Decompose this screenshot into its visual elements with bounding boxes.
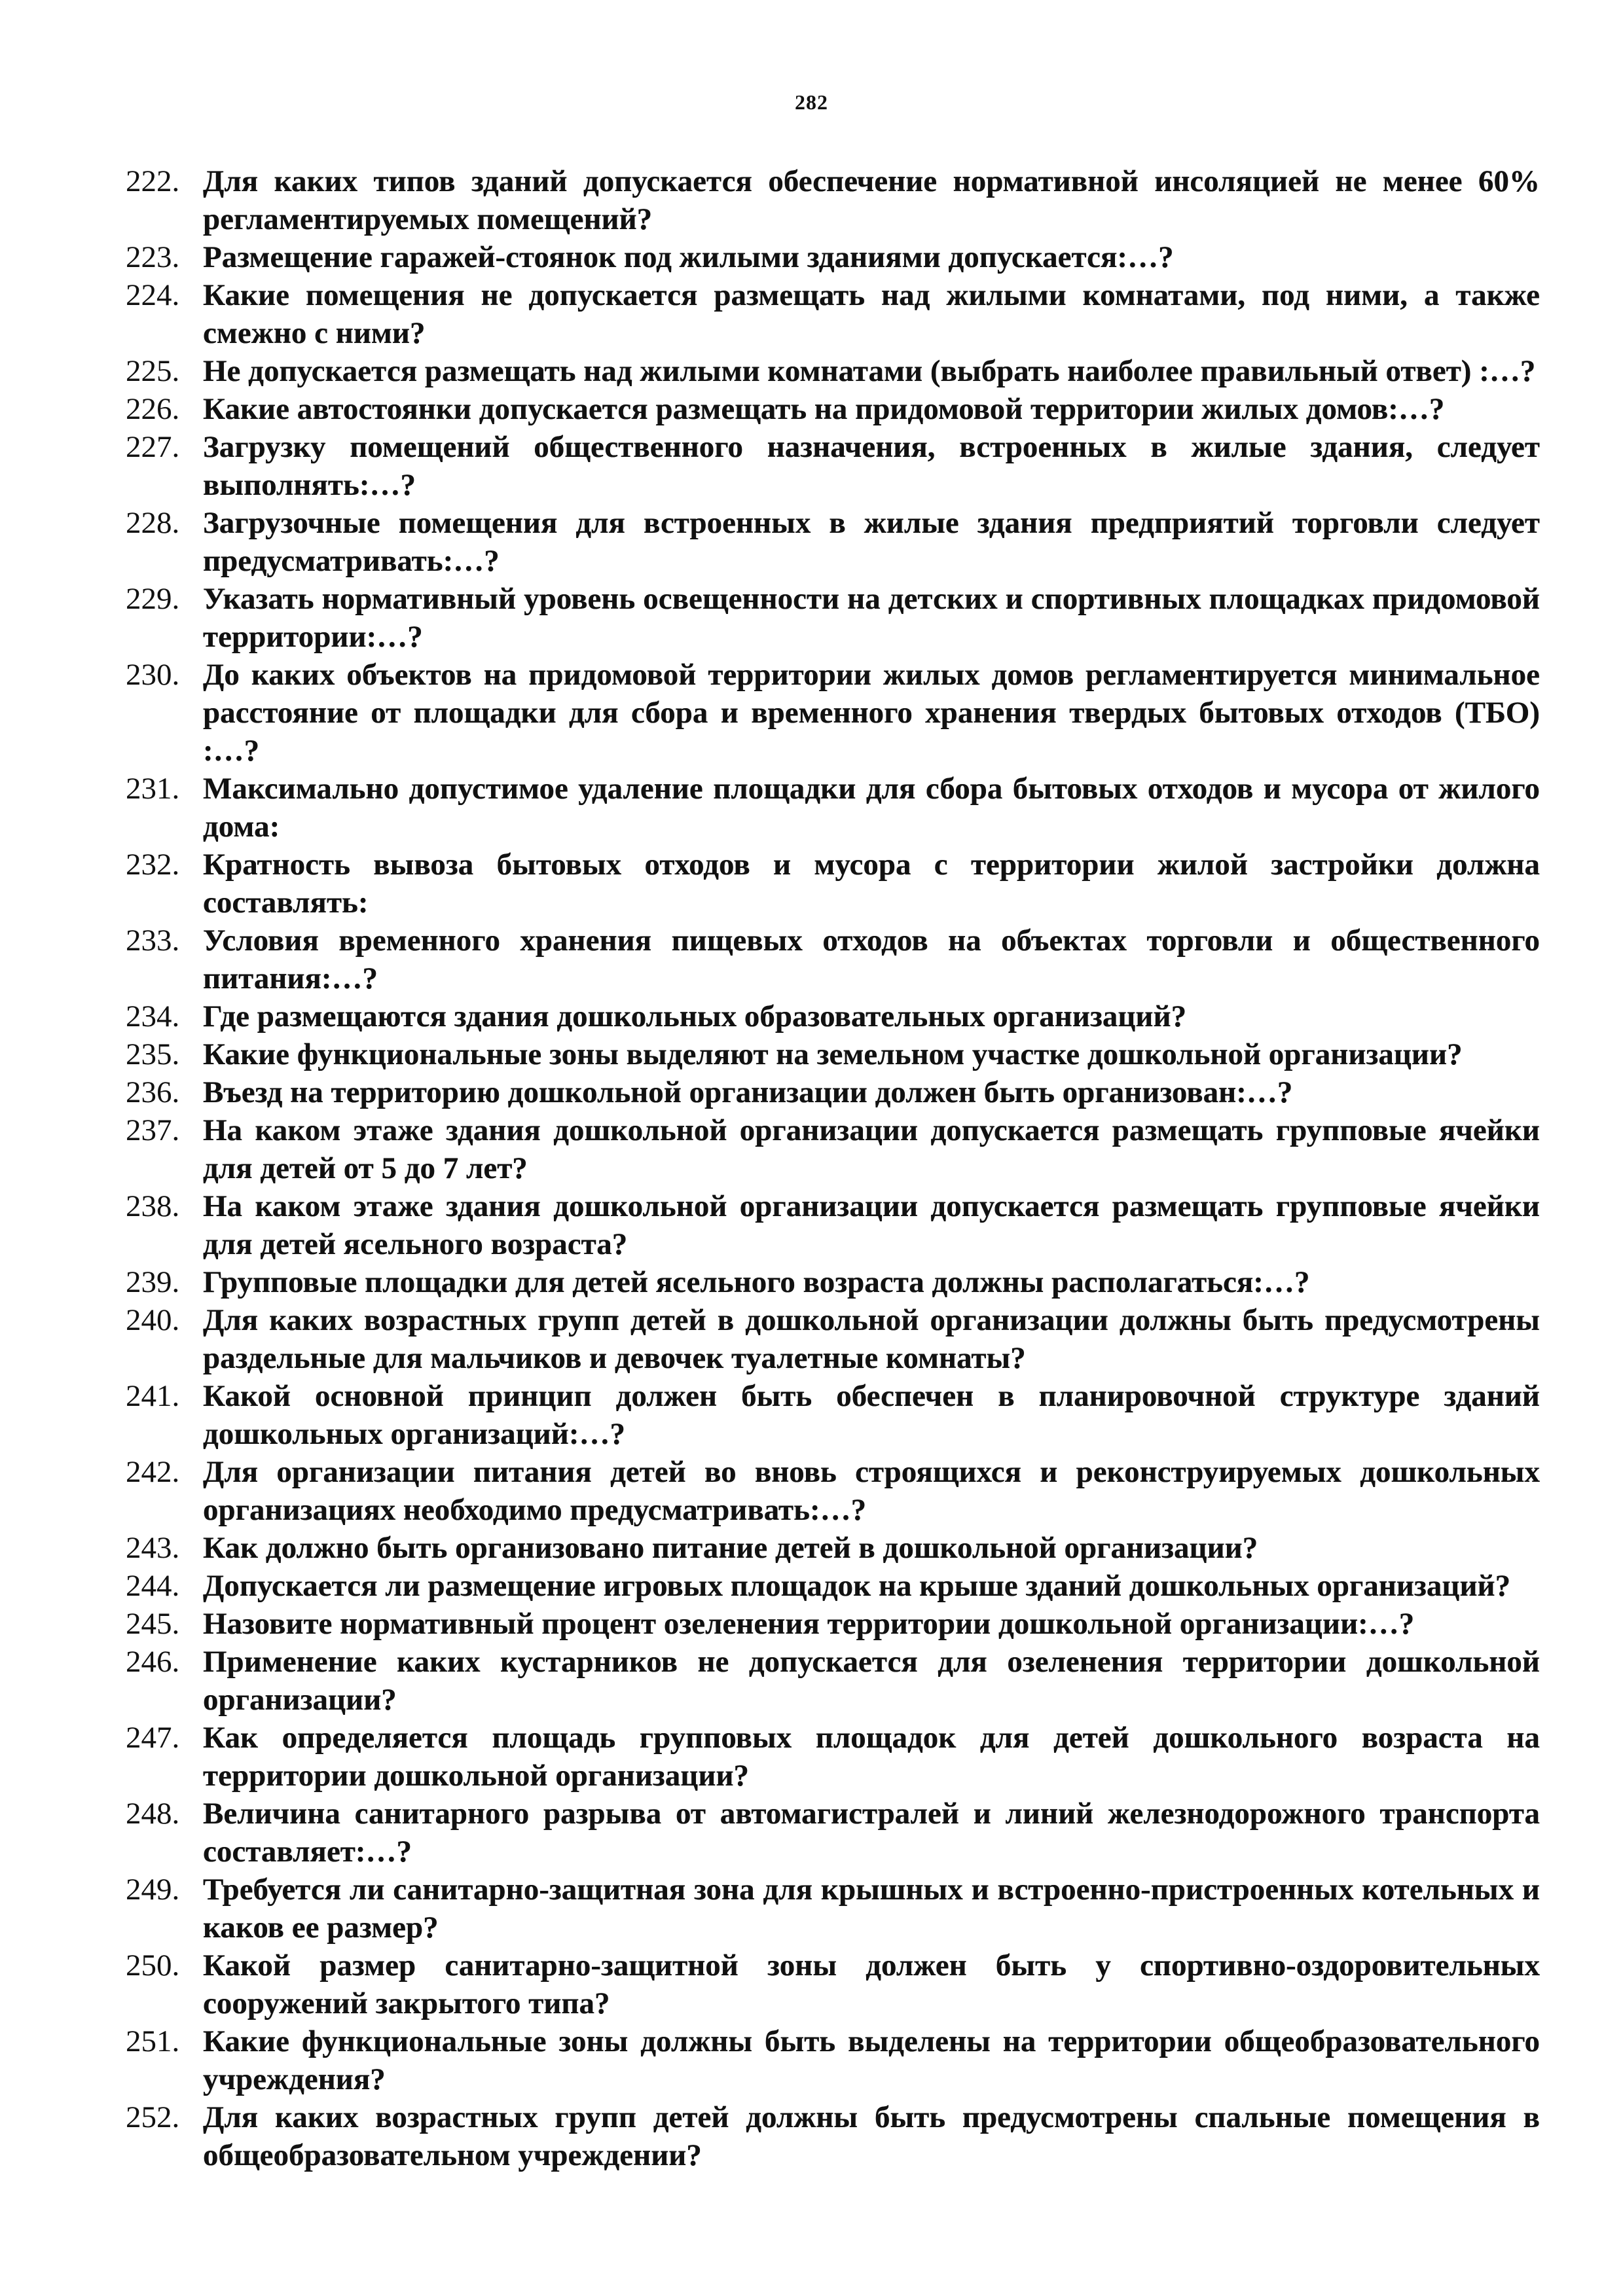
question-number: 229. — [126, 582, 180, 616]
question-text: Для организации питания детей во вновь строящихся и реконструируемых дошкольных организациях необходимо предусматривать:…? — [203, 1455, 1540, 1527]
question-text: Какие функциональные зоны выделяют на земельном участке дошкольной организации? — [203, 1037, 1463, 1071]
question-number: 237. — [126, 1113, 180, 1147]
question-text: Для каких типов зданий допускается обеспечение нормативной инсоляцией не менее 60% регламентируемых помещений? — [203, 164, 1540, 236]
question-text: Групповые площадки для детей ясельного возраста должны располагаться:…? — [203, 1265, 1310, 1299]
question-number: 228. — [126, 506, 180, 540]
question-item — [126, 1377, 1540, 1453]
question-item — [126, 1073, 1540, 1111]
question-item — [126, 1795, 1540, 1871]
question-number: 238. — [126, 1189, 180, 1223]
question-text: Для каких возрастных групп детей должны быть предусмотрены спальные помещения в общеобразовательном учреждении? — [203, 2100, 1540, 2172]
question-text: Не допускается размещать над жилыми комнатами (выбрать наиболее правильный ответ) :…? — [203, 354, 1536, 388]
question-item — [126, 504, 1540, 580]
question-text: Кратность вывоза бытовых отходов и мусора с территории жилой застройки должна составлять: — [203, 848, 1540, 920]
question-number: 243. — [126, 1531, 180, 1565]
question-text: Для каких возрастных групп детей в дошкольной организации должны быть предусмотрены раздельные для мальчиков и девочек туалетные комнаты? — [203, 1303, 1540, 1375]
question-text: Величина санитарного разрыва от автомагистралей и линий железнодорожного транспорта составляет:…? — [203, 1797, 1540, 1869]
question-item — [126, 352, 1540, 390]
question-number: 234. — [126, 999, 180, 1033]
question-number: 241. — [126, 1379, 180, 1413]
question-text: Какие автостоянки допускается размещать на придомовой территории жилых домов:…? — [203, 392, 1445, 426]
question-text: Условия временного хранения пищевых отходов на объектах торговли и общественного питания:…? — [203, 924, 1540, 996]
question-text: На каком этаже здания дошкольной организации допускается размещать групповые ячейки для детей от 5 до 7 лет? — [203, 1113, 1540, 1185]
question-item — [126, 162, 1540, 238]
question-number: 246. — [126, 1645, 180, 1679]
question-number: 227. — [126, 430, 180, 464]
question-number: 240. — [126, 1303, 180, 1337]
question-number: 250. — [126, 1948, 180, 1982]
question-text: Как должно быть организовано питание детей в дошкольной организации? — [203, 1531, 1258, 1565]
question-item — [126, 1263, 1540, 1301]
question-item — [126, 580, 1540, 656]
question-item — [126, 656, 1540, 770]
question-number: 251. — [126, 2024, 180, 2058]
question-text: На каком этаже здания дошкольной организации допускается размещать групповые ячейки для детей ясельного возраста? — [203, 1189, 1540, 1261]
question-text: Где размещаются здания дошкольных образовательных организаций? — [203, 999, 1187, 1033]
question-text: Въезд на территорию дошкольной организации должен быть организован:…? — [203, 1075, 1293, 1109]
question-number: 230. — [126, 658, 180, 692]
question-item — [126, 1187, 1540, 1263]
question-number: 247. — [126, 1721, 180, 1755]
question-item — [126, 428, 1540, 504]
question-item — [126, 276, 1540, 352]
question-number: 232. — [126, 848, 180, 882]
question-item — [126, 1719, 1540, 1795]
question-item — [126, 1111, 1540, 1187]
question-item — [126, 2098, 1540, 2174]
question-text: Какие функциональные зоны должны быть выделены на территории общеобразовательного учреждения? — [203, 2024, 1540, 2096]
question-list — [126, 162, 1540, 2174]
question-text: До каких объектов на придомовой территории жилых домов регламентируется минимальное расстояние от площадки для сбора и временного хранения твердых бытовых отходов (ТБО) :…? — [203, 658, 1540, 768]
question-number: 226. — [126, 392, 180, 426]
question-number: 235. — [126, 1037, 180, 1071]
question-text: Допускается ли размещение игровых площадок на крыше зданий дошкольных организаций? — [203, 1569, 1511, 1603]
question-item — [126, 1529, 1540, 1567]
question-item — [126, 846, 1540, 922]
question-item — [126, 390, 1540, 428]
page-number: 282 — [795, 90, 828, 114]
question-number: 252. — [126, 2100, 180, 2134]
question-item — [126, 922, 1540, 997]
question-number: 223. — [126, 240, 180, 274]
question-number: 239. — [126, 1265, 180, 1299]
question-number: 248. — [126, 1797, 180, 1831]
question-item — [126, 1301, 1540, 1377]
question-number: 233. — [126, 924, 180, 958]
question-number: 236. — [126, 1075, 180, 1109]
question-number: 231. — [126, 772, 180, 806]
question-text: Максимально допустимое удаление площадки для сбора бытовых отходов и мусора от жилого дома: — [203, 772, 1540, 844]
question-item — [126, 1946, 1540, 2022]
question-item — [126, 1605, 1540, 1643]
question-text: Какой основной принцип должен быть обеспечен в планировочной структуре зданий дошкольных организаций:…? — [203, 1379, 1540, 1451]
question-number: 225. — [126, 354, 180, 388]
question-text: Указать нормативный уровень освещенности на детских и спортивных площадках придомовой территории:…? — [203, 582, 1540, 654]
question-text: Какие помещения не допускается размещать над жилыми комнатами, под ними, а также смежно с ними? — [203, 278, 1540, 350]
question-number: 249. — [126, 1873, 180, 1907]
question-number: 245. — [126, 1607, 180, 1641]
question-text: Размещение гаражей-стоянок под жилыми зданиями допускается:…? — [203, 240, 1174, 274]
question-item — [126, 770, 1540, 846]
question-item — [126, 1567, 1540, 1605]
question-item — [126, 1643, 1540, 1719]
question-text: Загрузку помещений общественного назначения, встроенных в жилые здания, следует выполнять:…? — [203, 430, 1540, 502]
question-item — [126, 1035, 1540, 1073]
question-text: Загрузочные помещения для встроенных в жилые здания предприятий торговли следует предусматривать:…? — [203, 506, 1540, 578]
question-item — [126, 997, 1540, 1035]
question-text: Применение каких кустарников не допускается для озеленения территории дошкольной организации? — [203, 1645, 1540, 1717]
question-text: Какой размер санитарно-защитной зоны должен быть у спортивно-оздоровительных сооружений закрытого типа? — [203, 1948, 1540, 2020]
question-text: Требуется ли санитарно-защитная зона для крышных и встроенно-пристроенных котельных и каков ее размер? — [203, 1873, 1540, 1945]
question-text: Назовите нормативный процент озеленения территории дошкольной организации:…? — [203, 1607, 1415, 1641]
question-number: 244. — [126, 1569, 180, 1603]
question-item — [126, 1453, 1540, 1529]
question-item — [126, 1871, 1540, 1946]
question-number: 222. — [126, 164, 180, 198]
question-text: Как определяется площадь групповых площадок для детей дошкольного возраста на территории дошкольной организации? — [203, 1721, 1540, 1793]
question-item — [126, 238, 1540, 276]
question-number: 242. — [126, 1455, 180, 1489]
question-number: 224. — [126, 278, 180, 312]
question-item — [126, 2022, 1540, 2098]
